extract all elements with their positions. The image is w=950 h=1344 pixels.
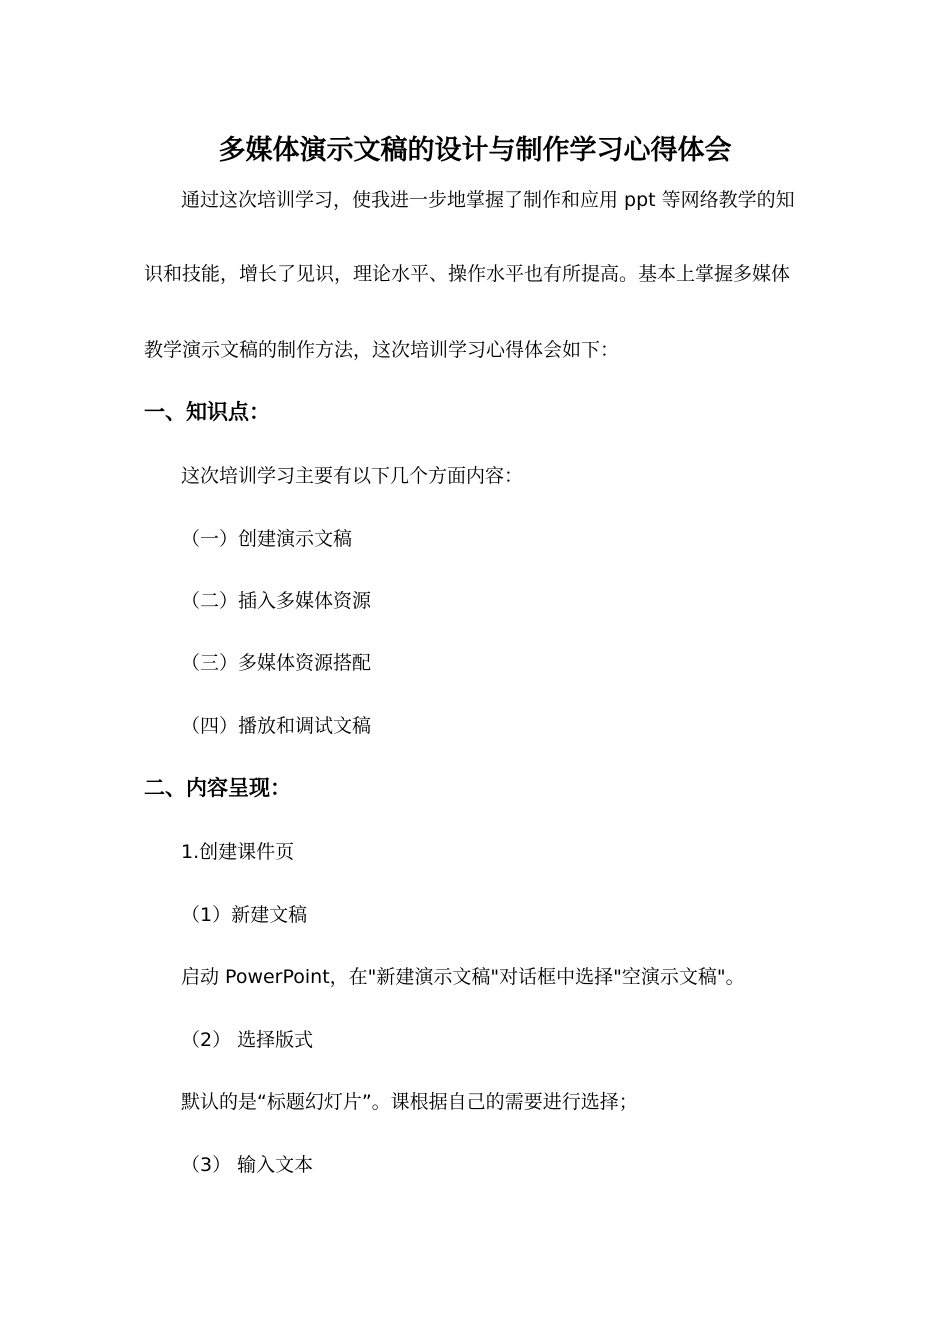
intro-line-1: 通过这次培训学习，使我进一步地掌握了制作和应用 ppt 等网络教学的知 — [181, 189, 795, 211]
step-2-text: 默认的是“标题幻灯片”。课根据自己的需要进行选择； — [181, 1091, 638, 1113]
step-3-label: （3） 输入文本 — [181, 1154, 314, 1176]
intro-line-2: 识和技能，增长了见识，理论水平、操作水平也有所提高。基本上掌握多媒体 — [144, 263, 791, 285]
section1-lead: 这次培训学习主要有以下几个方面内容： — [181, 465, 524, 487]
section-heading-knowledge: 一、知识点： — [144, 400, 270, 424]
subheading-create-page: 1.创建课件页 — [181, 841, 295, 863]
step-1-label: （1）新建文稿 — [181, 904, 308, 926]
intro-line-3: 教学演示文稿的制作方法，这次培训学习心得体会如下： — [144, 339, 620, 361]
document-title: 多媒体演示文稿的设计与制作学习心得体会 — [218, 135, 732, 166]
list-item: （一）创建演示文稿 — [181, 528, 353, 550]
list-item: （三）多媒体资源搭配 — [181, 652, 372, 674]
list-item: （二）插入多媒体资源 — [181, 590, 372, 612]
step-1-text: 启动 PowerPoint，在"新建演示文稿"对话框中选择"空演示文稿"。 — [181, 966, 745, 988]
list-item: （四）播放和调试文稿 — [181, 715, 372, 737]
step-2-label: （2） 选择版式 — [181, 1029, 314, 1051]
section-heading-content: 二、内容呈现： — [144, 776, 291, 800]
